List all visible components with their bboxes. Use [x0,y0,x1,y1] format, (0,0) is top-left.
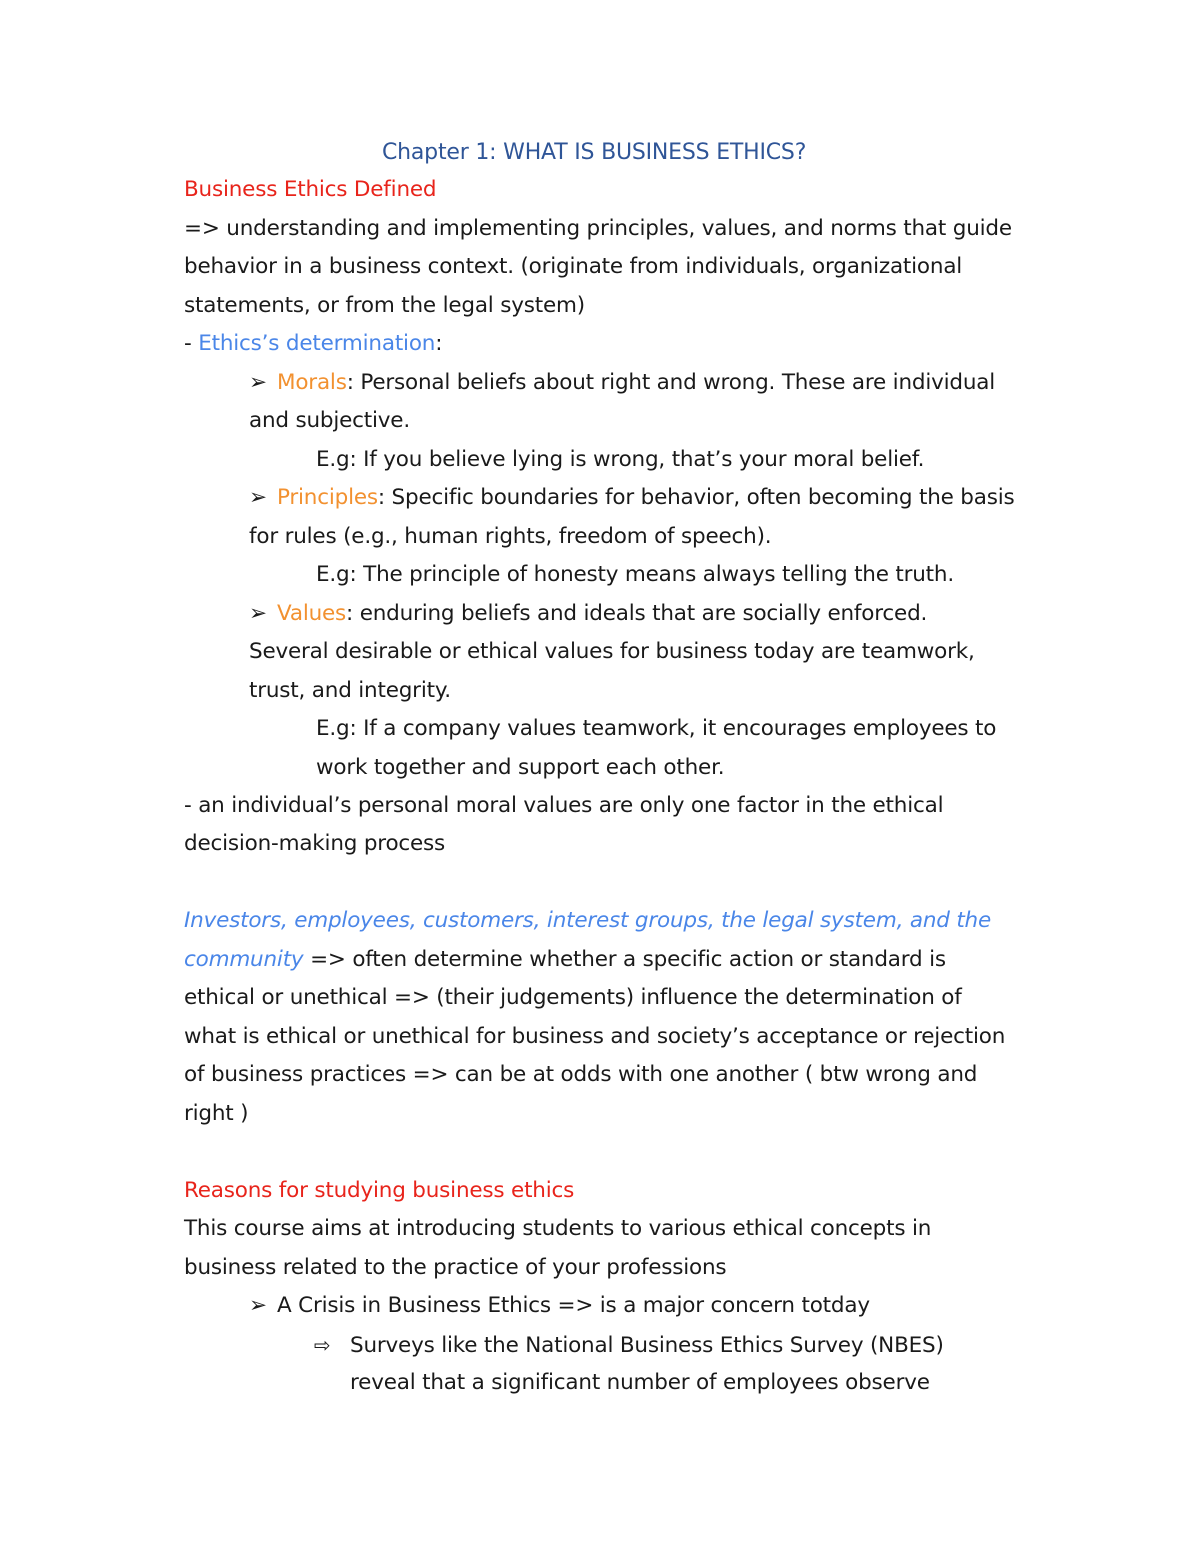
ethics-determination-label: Ethics’s determination [198,331,436,356]
stakeholders-line-2: ethical or unethical => (their judgements) influence the determination of [184,985,962,1010]
morals-item: ➢ Morals: Personal beliefs about right and wrong. These are individual [249,370,996,395]
stakeholders-highlight-2: community [184,947,304,972]
chapter-label: Chapter 1: [382,140,504,165]
stakeholders-line-1: community => often determine whether a specific action or standard is [184,947,946,972]
morals-line-2: and subjective. [249,408,410,433]
hollow-arrow-icon: ⇨ [314,1333,331,1357]
values-item: ➢ Values: enduring beliefs and ideals that are socially enforced. [249,601,928,626]
bullet-arrow-icon: ➢ [249,485,267,510]
reasons-line-2: business related to the practice of your professions [184,1255,727,1280]
stakeholders-line-5: right ) [184,1101,249,1126]
heading-reasons: Reasons for studying business ethics [184,1178,575,1203]
note-line-1: - an individual’s personal moral values are only one factor in the ethical [184,793,944,818]
principles-example: E.g: The principle of honesty means always telling the truth. [316,562,954,587]
ethics-determination-line: - Ethics’s determination: [184,331,443,356]
stakeholders-highlight-1: Investors, employees, customers, interest groups, the legal system, and the [184,908,992,933]
reasons-line-1: This course aims at introducing students to various ethical concepts in [184,1216,932,1241]
stakeholders-line-4: of business practices => can be at odds with one another ( btw wrong and [184,1062,978,1087]
morals-example: E.g: If you believe lying is wrong, that’s your moral belief. [316,447,925,472]
principles-line-2: for rules (e.g., human rights, freedom of speech). [249,524,772,549]
survey-item: ⇨ Surveys like the National Business Ethics Survey (NBES) [314,1333,944,1358]
note-line-2: decision-making process [184,831,446,856]
definition-line-2: behavior in a business context. (originate from individuals, organizational [184,254,963,279]
survey-line-2: reveal that a significant number of employees observe [350,1370,930,1395]
values-line-3: trust, and integrity. [249,678,451,703]
bullet-arrow-icon: ➢ [249,1293,267,1318]
page-title [382,139,806,167]
principles-item: ➢ Principles: Specific boundaries for behavior, often becoming the basis [249,485,1015,510]
values-example-1: E.g: If a company values teamwork, it encourages employees to [316,716,997,741]
heading-business-ethics-defined: Business Ethics Defined [184,177,437,202]
values-line-2: Several desirable or ethical values for business today are teamwork, [249,639,975,664]
stakeholders-line-3: what is ethical or unethical for business and society’s acceptance or rejection [184,1024,1006,1049]
bullet-arrow-icon: ➢ [249,601,267,626]
principles-label: Principles [277,485,378,510]
morals-label: Morals [277,370,347,395]
definition-line-1: => understanding and implementing principles, values, and norms that guide [184,216,1012,241]
crisis-item: ➢ A Crisis in Business Ethics => is a major concern totday [249,1293,870,1318]
values-example-2: work together and support each other. [316,755,725,780]
definition-line-3: statements, or from the legal system) [184,293,585,318]
values-label: Values [277,601,347,626]
bullet-arrow-icon: ➢ [249,370,267,395]
chapter-name: WHAT IS BUSINESS ETHICS? [503,140,807,165]
